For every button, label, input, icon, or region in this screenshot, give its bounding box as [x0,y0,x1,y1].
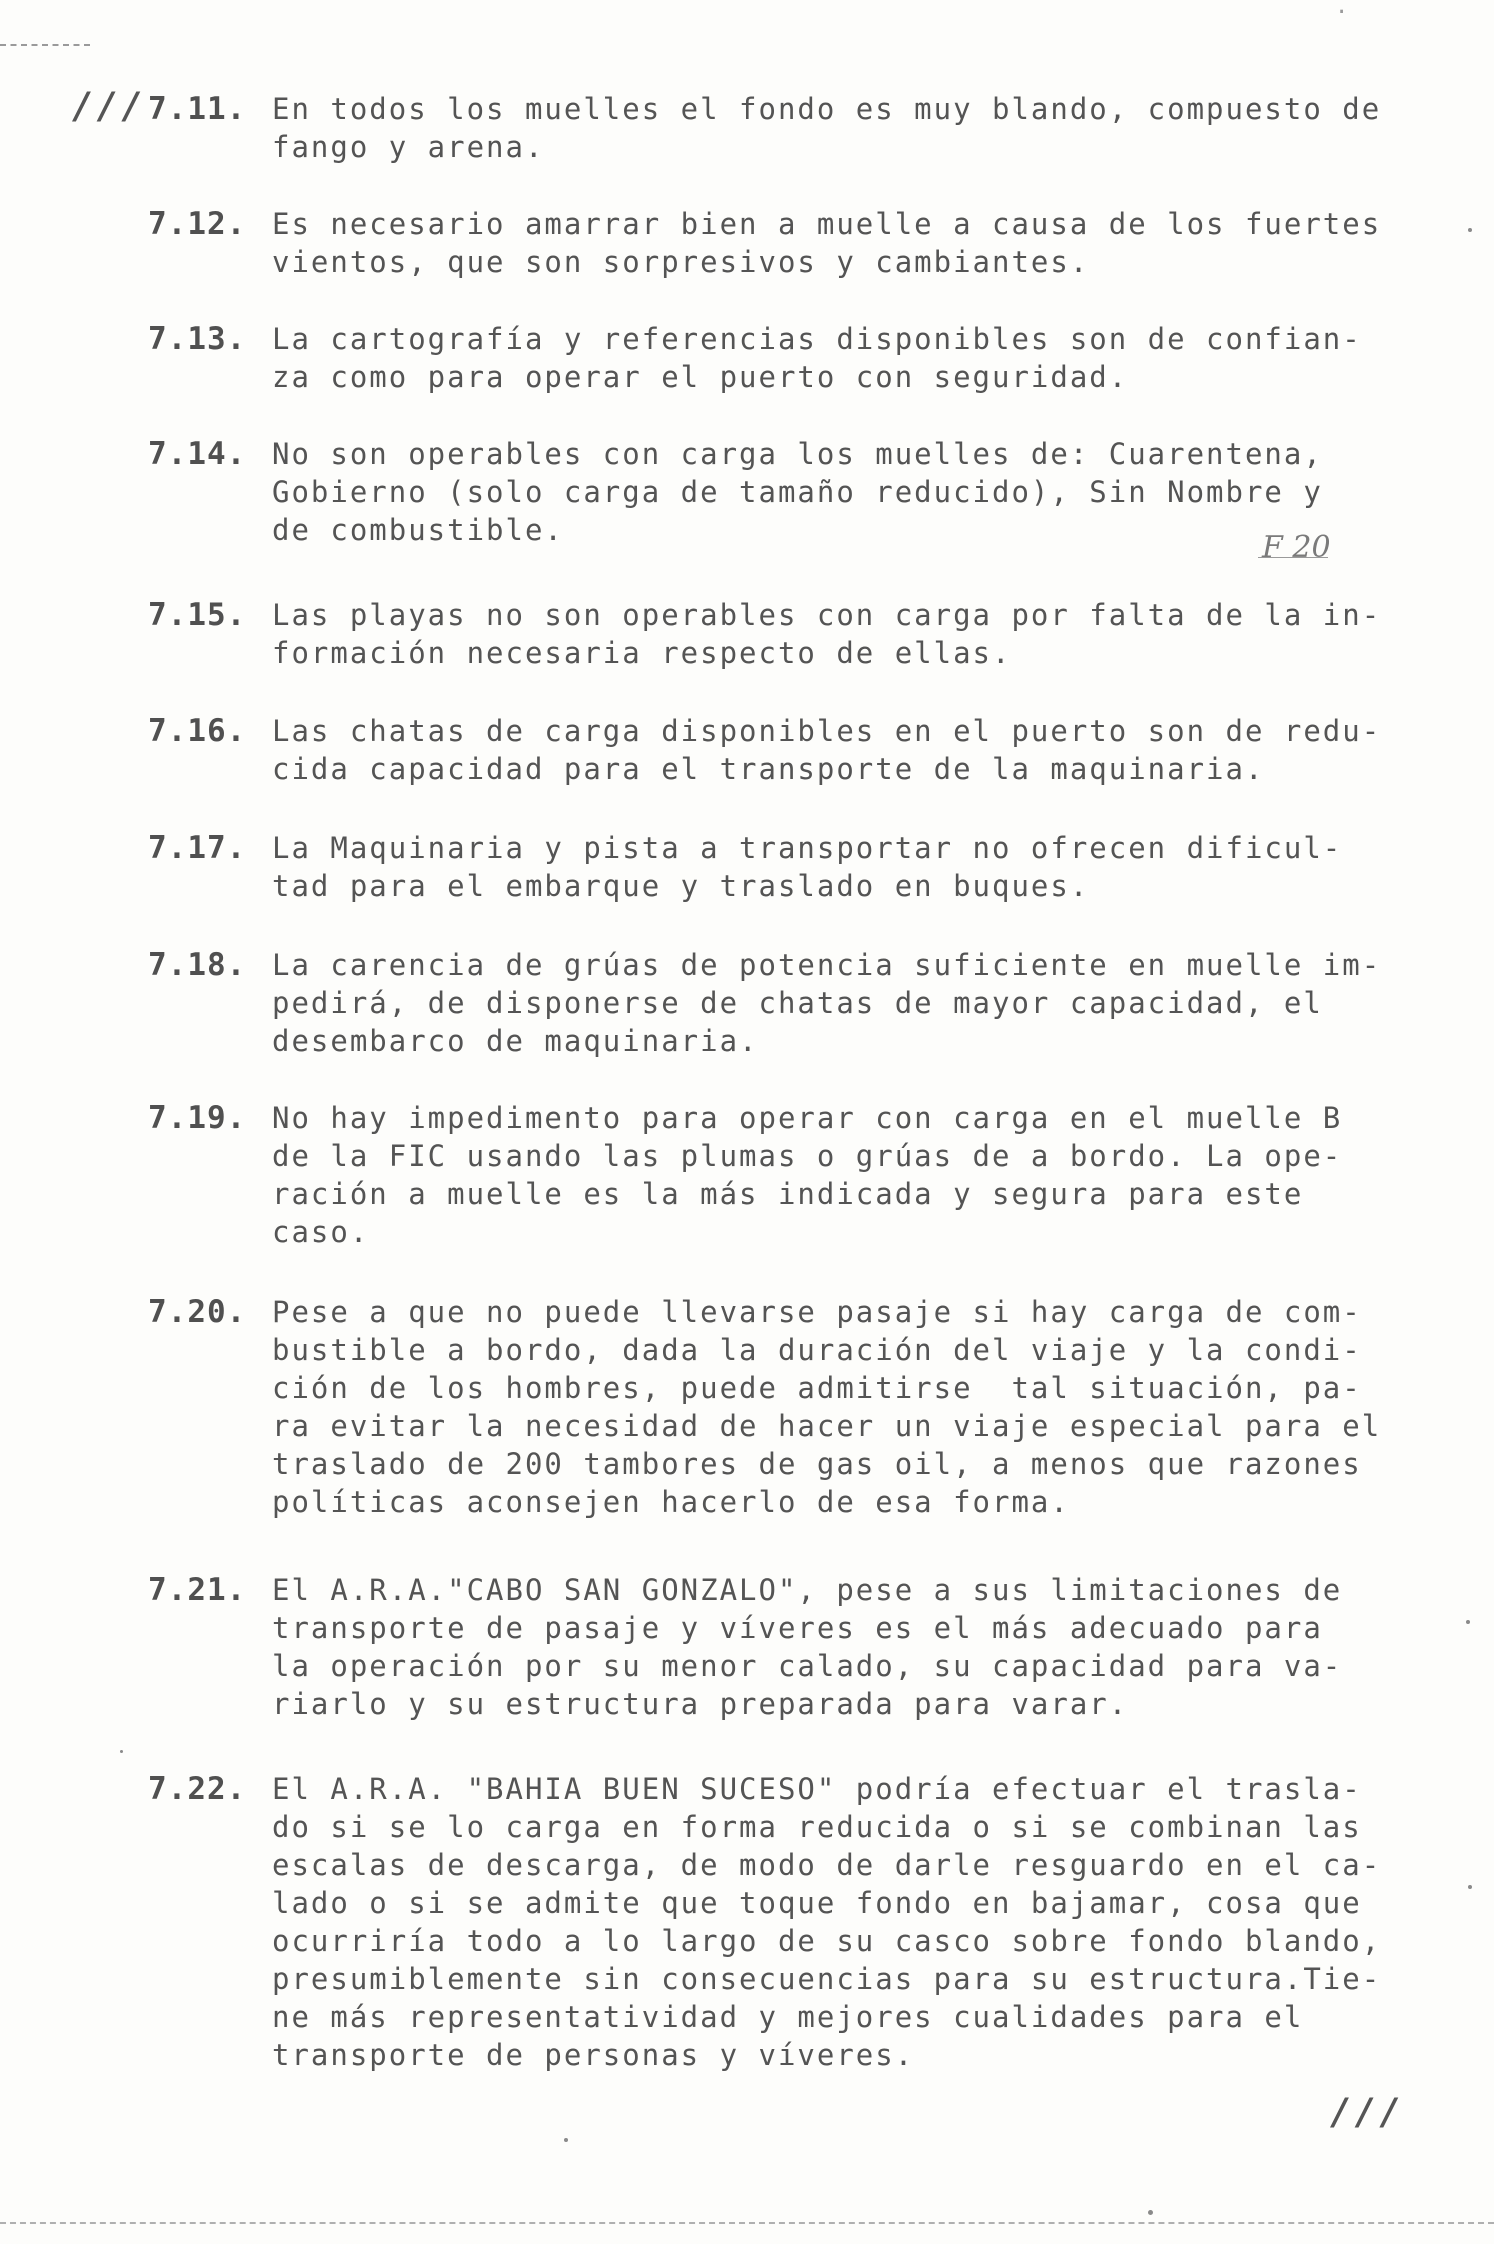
paragraph-number: 7.14. [148,436,247,472]
paragraph-text: El A.R.A. "BAHIA BUEN SUCESO" podría efectuar el trasla- do si se lo carga en forma reducida o si se combinan las escalas de descarga, de modo de darle resguardo en el ca- lado o si se admite que toque fondo en bajamar, cosa que ocurriría todo a lo largo de su casco sobre fondo blando, presumiblemente sin consecuencias para su estructura.Tie- ne más representatividad y mejores cualidades para el transporte de personas y víveres. [272,1772,1382,2072]
scan-speck [564,2138,568,2142]
paragraph-number: 7.20. [148,1294,247,1330]
paragraph-7-17 [148,829,1448,905]
paragraph-7-15 [148,596,1448,672]
paragraph-7-18 [148,946,1448,1060]
paragraph-text: Las playas no son operables con carga por falta de la in- formación necesaria respecto de ellas. [272,598,1382,670]
top-edge-rule [0,44,90,46]
footer-continuation-mark: /// [1330,2092,1405,2133]
scan-speck [1466,1620,1470,1624]
paragraph-text: Es necesario amarrar bien a muelle a causa de los fuertes vientos, que son sorpresivos y cambiantes. [272,207,1382,279]
paragraph-number: 7.13. [148,321,247,357]
paragraph-number: 7.21. [148,1572,247,1608]
paragraph-text: La cartografía y referencias disponibles son de confian- za como para operar el puerto con seguridad. [272,322,1362,394]
paragraph-text: Pese a que no puede llevarse pasaje si hay carga de com- bustible a bordo, dada la duración del viaje y la condi- ción de los hombres, puede admitirse tal situación, pa- ra evitar la necesidad de hacer un viaje especial para el traslado de 200 tambores de gas oil, a menos que razones políticas aconsejen hacerlo de esa forma. [272,1295,1382,1519]
lead-continuation-mark: /// [72,86,147,127]
paragraph-text: En todos los muelles el fondo es muy blando, compuesto de fango y arena. [272,92,1382,164]
paragraph-7-19 [148,1099,1448,1251]
paragraph-text: No son operables con carga los muelles de: Cuarentena, Gobierno (solo carga de tamaño reducido), Sin Nombre y de combustible. [272,437,1323,547]
paragraph-number: 7.22. [148,1771,247,1807]
paragraph-7-21 [148,1571,1448,1723]
paragraph-7-13 [148,320,1448,396]
paragraph-7-14 [148,435,1448,549]
bottom-edge-rule [0,2222,1494,2224]
paragraph-number: 7.11. [148,91,247,127]
paragraph-text: No hay impedimento para operar con carga en el muelle B de la FIC usando las plumas o grúas de a bordo. La ope- ración a muelle es la más indicada y segura para este caso. [272,1101,1343,1249]
paragraph-7-20 [148,1293,1448,1521]
paragraph-7-11 [148,90,1448,166]
scan-speck [1148,2210,1153,2215]
paragraph-number: 7.17. [148,830,247,866]
paragraph-7-22 [148,1770,1448,2074]
scan-speck [120,1750,123,1753]
paragraph-text: Las chatas de carga disponibles en el puerto son de redu- cida capacidad para el transporte de la maquinaria. [272,714,1382,786]
scan-speck [1468,228,1472,232]
paragraph-number: 7.18. [148,947,247,983]
top-edge-mark: · [1335,0,1349,25]
paragraph-7-16 [148,712,1448,788]
paragraph-number: 7.12. [148,206,247,242]
scan-speck [1468,1885,1472,1889]
paragraph-text: La carencia de grúas de potencia suficiente en muelle im- pedirá, de disponerse de chatas de mayor capacidad, el desembarco de maquinaria. [272,948,1382,1058]
paragraph-text: La Maquinaria y pista a transportar no ofrecen dificul- tad para el embarque y traslado en buques. [272,831,1343,903]
paragraph-text: El A.R.A."CABO SAN GONZALO", pese a sus limitaciones de transporte de pasaje y víveres es el más adecuado para la operación por su menor calado, su capacidad para va- riarlo y su estructura preparada para varar. [272,1573,1343,1721]
paragraph-7-12 [148,205,1448,281]
paragraph-number: 7.16. [148,713,247,749]
paragraph-number: 7.19. [148,1100,247,1136]
paragraph-number: 7.15. [148,597,247,633]
margin-note: F 20 [1262,530,1331,565]
